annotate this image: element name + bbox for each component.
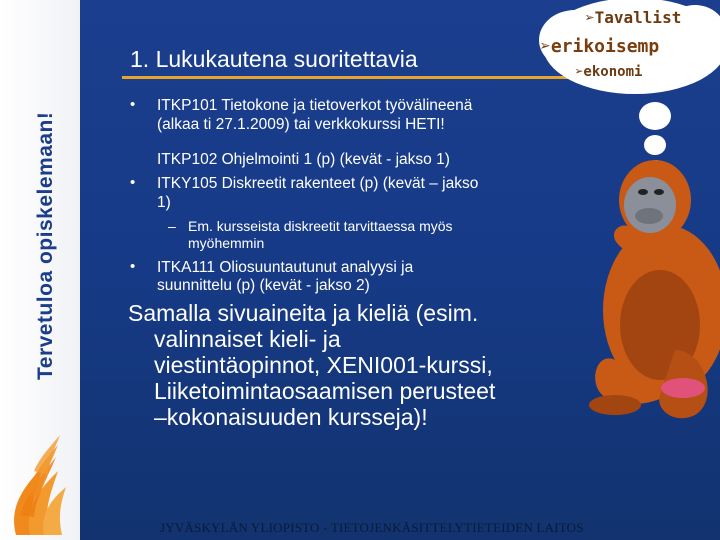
paragraph-line: –kokonaisuuden kursseja)!: [154, 404, 428, 430]
bubble-line-2: ➢erikoisemp: [540, 36, 660, 57]
paragraph: [128, 300, 588, 430]
paragraph-line: valinnaiset kieli- ja: [154, 326, 341, 352]
bullet-itka111-line1: ITKA111 Oliosuuntautunut analyysi ja: [157, 259, 414, 276]
bullet-itka111-line2: suunnittelu (p) (kevät - jakso 2): [157, 277, 370, 294]
bullet-marker: •: [130, 174, 136, 191]
sub-bullet-line2: myöhemmin: [188, 235, 265, 251]
thinking-orangutan-icon: [555, 100, 720, 430]
bullet-itkp102: ITKP102 Ohjelmointi 1 (p) (kevät - jakso 1): [157, 151, 450, 168]
bullet-marker: •: [130, 258, 136, 275]
sub-bullet-line1: Em. kursseista diskreetit tarvittaessa myös: [188, 218, 453, 234]
university-flame-logo-icon: [6, 405, 70, 540]
title-underline: [122, 76, 570, 79]
thought-bubble: [535, 0, 720, 100]
sub-bullet-marker: –: [168, 218, 176, 234]
paragraph-line: viestintäopinnot, XENI001-kurssi,: [154, 352, 493, 378]
slide-title: 1. Lukukautena suoritettavia: [130, 46, 418, 72]
bubble-line-3: ➢ekonomi: [575, 64, 643, 80]
footer-text: JYVÄSKYLÄN YLIOPISTO - TIETOJENKÄSITTELYTIETEIDEN LAITOS: [160, 520, 584, 535]
sidebar: [0, 0, 80, 540]
bullet-itkp101-line1: ITKP101 Tietokone ja tietoverkot työvälineenä: [157, 97, 473, 114]
paragraph-line: Liiketoimintaosaamisen perusteet: [154, 378, 496, 404]
bubble-line-1: ➢Tavallist: [585, 8, 682, 27]
bullet-marker: •: [130, 96, 136, 113]
bullet-itky105-line2: 1): [157, 194, 171, 211]
paragraph-line: Samalla sivuaineita ja kieliä (esim.: [128, 300, 479, 326]
bullet-itkp101-line2: (alkaa ti 27.1.2009) tai verkkokurssi HETI!: [157, 116, 445, 133]
bullet-itky105-line1: ITKY105 Diskreetit rakenteet (p) (kevät – jakso: [157, 175, 479, 192]
vertical-welcome-title: Tervetuloa opiskelemaan!: [34, 111, 57, 380]
